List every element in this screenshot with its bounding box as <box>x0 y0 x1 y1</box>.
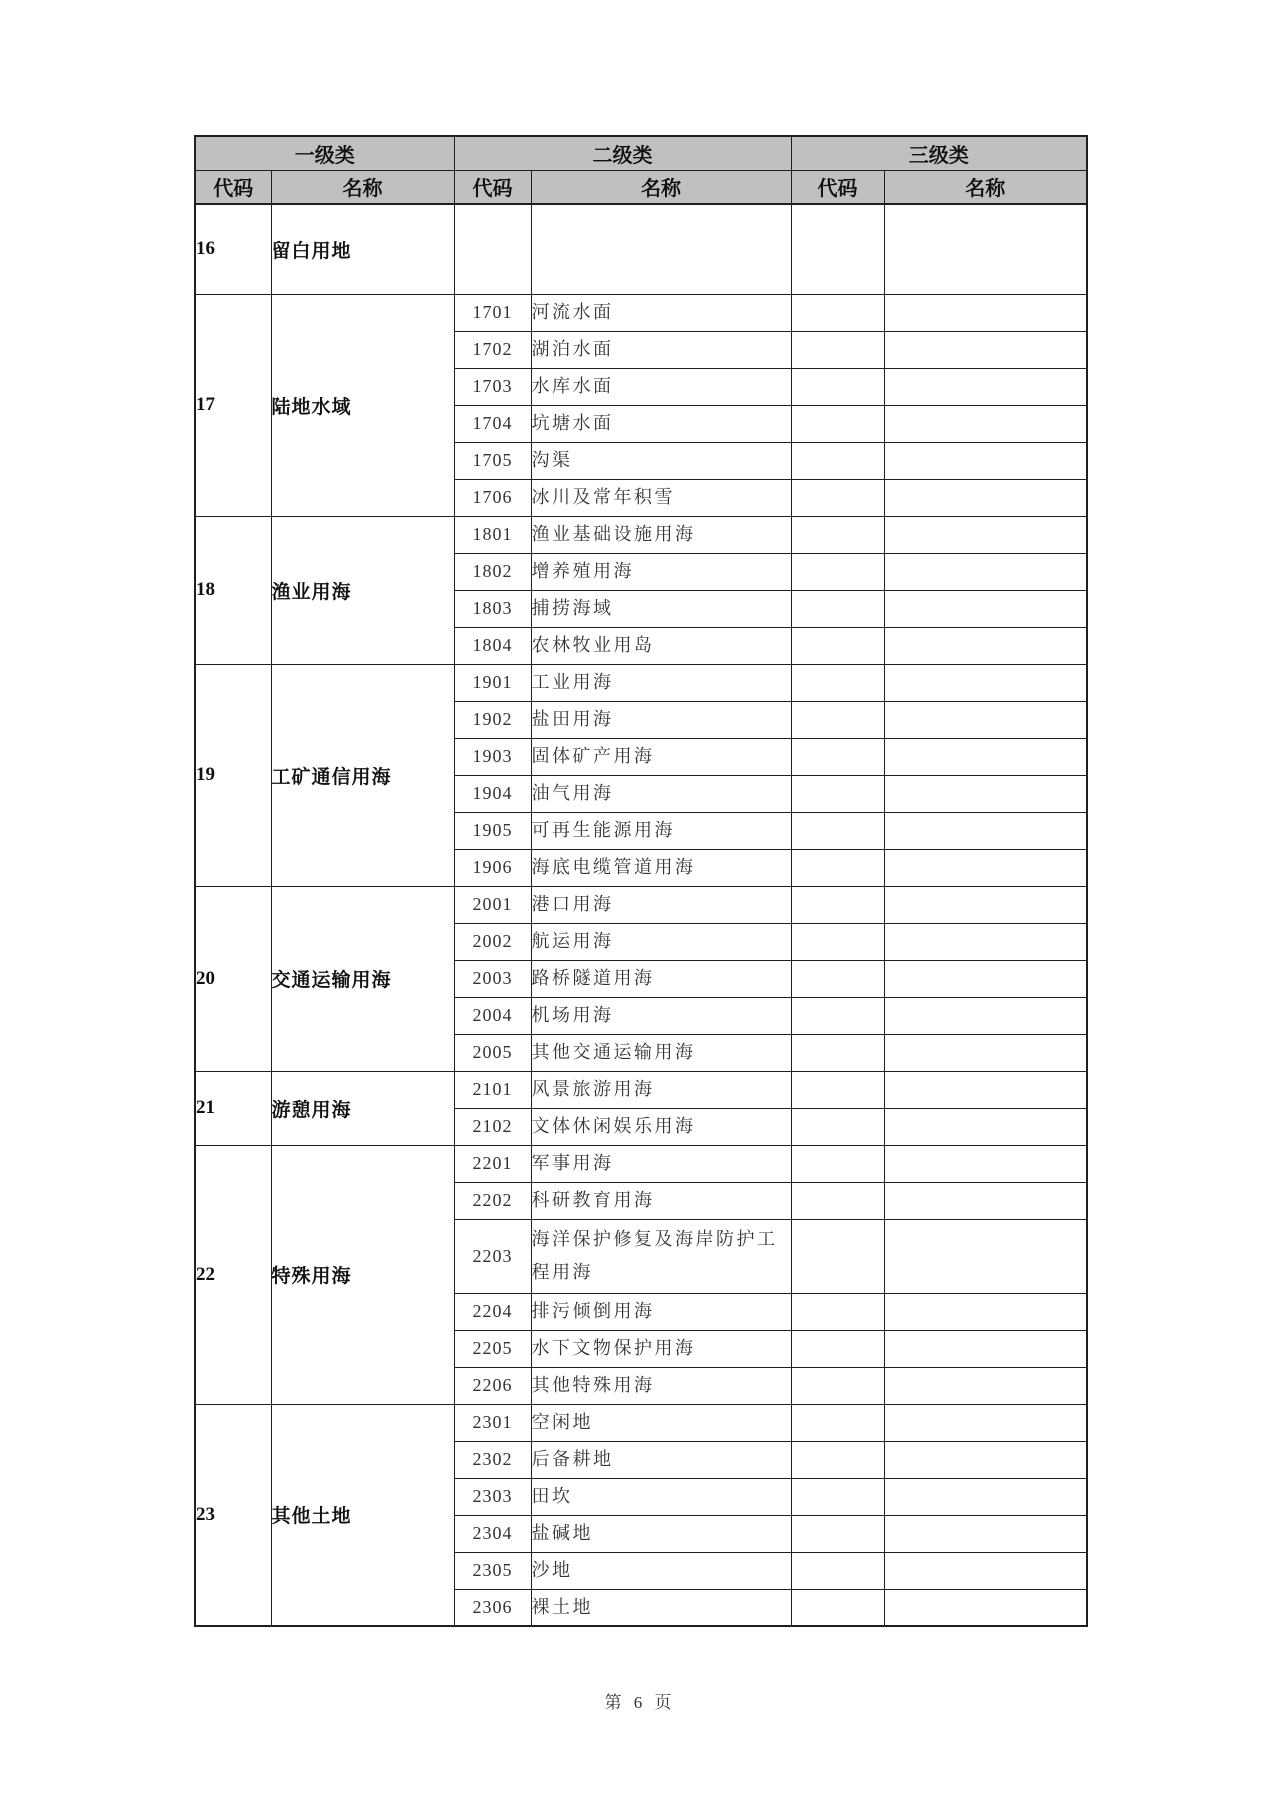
header-sub-row <box>195 170 1087 204</box>
l2-name-cell: 风景旅游用海 <box>531 1071 791 1108</box>
l3-name-cell <box>884 1182 1087 1219</box>
l2-code-cell: 1906 <box>454 849 531 886</box>
l2-name-cell: 军事用海 <box>531 1145 791 1182</box>
l1-name-cell: 特殊用海 <box>271 1145 454 1404</box>
l2-name-cell: 沙地 <box>531 1552 791 1589</box>
l3-code-cell <box>791 331 884 368</box>
table-row <box>195 1071 1087 1108</box>
header-l3-name: 名称 <box>884 170 1087 204</box>
l1-name-cell: 工矿通信用海 <box>271 664 454 886</box>
l3-code-cell <box>791 1367 884 1404</box>
l2-name-cell: 海底电缆管道用海 <box>531 849 791 886</box>
l3-code-cell <box>791 738 884 775</box>
l3-code-cell <box>791 405 884 442</box>
l3-name-cell <box>884 1441 1087 1478</box>
l3-code-cell <box>791 442 884 479</box>
l2-code-cell: 1802 <box>454 553 531 590</box>
header-band-row <box>195 136 1087 170</box>
l3-code-cell <box>791 960 884 997</box>
l2-name-cell: 增养殖用海 <box>531 553 791 590</box>
l2-code-cell: 2005 <box>454 1034 531 1071</box>
l3-name-cell <box>884 1404 1087 1441</box>
l2-name-cell: 裸土地 <box>531 1589 791 1626</box>
l2-code-cell: 2001 <box>454 886 531 923</box>
header-l1-name: 名称 <box>271 170 454 204</box>
l2-name-cell: 盐田用海 <box>531 701 791 738</box>
l3-name-cell <box>884 590 1087 627</box>
l3-code-cell <box>791 294 884 331</box>
l2-name-cell: 航运用海 <box>531 923 791 960</box>
l3-name-cell <box>884 997 1087 1034</box>
l2-code-cell: 1702 <box>454 331 531 368</box>
l3-code-cell <box>791 204 884 294</box>
l2-code-cell: 2203 <box>454 1219 531 1293</box>
l3-code-cell <box>791 1589 884 1626</box>
l1-code-cell: 17 <box>195 294 271 516</box>
header-level1: 一级类 <box>195 136 454 170</box>
table-row <box>195 1145 1087 1182</box>
table-row <box>195 204 1087 294</box>
l2-code-cell: 2102 <box>454 1108 531 1145</box>
l2-name-cell: 其他交通运输用海 <box>531 1034 791 1071</box>
l3-code-cell <box>791 775 884 812</box>
table-body <box>195 204 1087 1626</box>
l2-name-cell: 空闲地 <box>531 1404 791 1441</box>
l2-name-cell: 沟渠 <box>531 442 791 479</box>
l2-name-cell: 排污倾倒用海 <box>531 1293 791 1330</box>
l3-name-cell <box>884 886 1087 923</box>
l3-name-cell <box>884 1071 1087 1108</box>
l3-name-cell <box>884 1589 1087 1626</box>
l1-code-cell: 16 <box>195 204 271 294</box>
l2-name-cell: 可再生能源用海 <box>531 812 791 849</box>
l1-name-cell: 游憩用海 <box>271 1071 454 1145</box>
l3-code-cell <box>791 664 884 701</box>
l3-code-cell <box>791 516 884 553</box>
l2-name-cell: 海洋保护修复及海岸防护工程用海 <box>531 1219 791 1293</box>
l2-name-cell: 河流水面 <box>531 294 791 331</box>
l2-name-cell: 农林牧业用岛 <box>531 627 791 664</box>
l1-code-cell: 18 <box>195 516 271 664</box>
l2-code-cell: 1903 <box>454 738 531 775</box>
l2-code-cell: 2205 <box>454 1330 531 1367</box>
l3-code-cell <box>791 1219 884 1293</box>
l3-name-cell <box>884 368 1087 405</box>
l3-code-cell <box>791 1034 884 1071</box>
l2-name-cell: 工业用海 <box>531 664 791 701</box>
l3-code-cell <box>791 1108 884 1145</box>
l1-code-cell: 21 <box>195 1071 271 1145</box>
l2-name-cell: 路桥隧道用海 <box>531 960 791 997</box>
l2-name-cell: 水库水面 <box>531 368 791 405</box>
l2-name-cell: 固体矿产用海 <box>531 738 791 775</box>
header-l2-name: 名称 <box>531 170 791 204</box>
l3-name-cell <box>884 553 1087 590</box>
l2-name-cell: 油气用海 <box>531 775 791 812</box>
l3-name-cell <box>884 294 1087 331</box>
l2-code-cell: 1701 <box>454 294 531 331</box>
l2-name-cell: 冰川及常年积雪 <box>531 479 791 516</box>
l2-code-cell: 2305 <box>454 1552 531 1589</box>
l2-code-cell: 2204 <box>454 1293 531 1330</box>
l2-code-cell: 2306 <box>454 1589 531 1626</box>
l1-code-cell: 20 <box>195 886 271 1071</box>
l2-code-cell: 2004 <box>454 997 531 1034</box>
l2-name-cell: 水下文物保护用海 <box>531 1330 791 1367</box>
l2-name-cell: 其他特殊用海 <box>531 1367 791 1404</box>
table-row <box>195 886 1087 923</box>
header-l3-code: 代码 <box>791 170 884 204</box>
l2-name-cell: 科研教育用海 <box>531 1182 791 1219</box>
l2-name-cell: 捕捞海域 <box>531 590 791 627</box>
l2-code-cell: 1803 <box>454 590 531 627</box>
l3-name-cell <box>884 1552 1087 1589</box>
l2-code-cell: 2002 <box>454 923 531 960</box>
l1-code-cell: 22 <box>195 1145 271 1404</box>
l2-name-cell: 坑塘水面 <box>531 405 791 442</box>
header-level2: 二级类 <box>454 136 791 170</box>
l3-name-cell <box>884 1034 1087 1071</box>
l3-name-cell <box>884 1145 1087 1182</box>
l2-name-cell <box>531 204 791 294</box>
l3-code-cell <box>791 1145 884 1182</box>
l1-code-cell: 23 <box>195 1404 271 1626</box>
l3-code-cell <box>791 590 884 627</box>
l2-code-cell <box>454 204 531 294</box>
l3-name-cell <box>884 204 1087 294</box>
l3-name-cell <box>884 775 1087 812</box>
l3-name-cell <box>884 516 1087 553</box>
l3-name-cell <box>884 442 1087 479</box>
l3-name-cell <box>884 1219 1087 1293</box>
l3-code-cell <box>791 812 884 849</box>
l2-code-cell: 2101 <box>454 1071 531 1108</box>
l1-name-cell: 渔业用海 <box>271 516 454 664</box>
land-sea-classification-table <box>194 135 1088 1627</box>
l2-name-cell: 盐碱地 <box>531 1515 791 1552</box>
l3-code-cell <box>791 1330 884 1367</box>
l3-code-cell <box>791 1404 884 1441</box>
l2-name-cell: 机场用海 <box>531 997 791 1034</box>
l3-code-cell <box>791 1071 884 1108</box>
l2-name-cell: 港口用海 <box>531 886 791 923</box>
l1-name-cell: 陆地水域 <box>271 294 454 516</box>
page-number: 第 6 页 <box>604 1693 676 1712</box>
l2-name-cell: 后备耕地 <box>531 1441 791 1478</box>
l3-name-cell <box>884 812 1087 849</box>
l3-name-cell <box>884 1367 1087 1404</box>
l2-code-cell: 1706 <box>454 479 531 516</box>
l1-name-cell: 交通运输用海 <box>271 886 454 1071</box>
table-row <box>195 664 1087 701</box>
table-row <box>195 516 1087 553</box>
table-row <box>195 294 1087 331</box>
l2-name-cell: 田坎 <box>531 1478 791 1515</box>
l2-code-cell: 2302 <box>454 1441 531 1478</box>
l3-code-cell <box>791 923 884 960</box>
l3-code-cell <box>791 553 884 590</box>
table-row <box>195 1404 1087 1441</box>
l2-code-cell: 2202 <box>454 1182 531 1219</box>
l3-code-cell <box>791 1478 884 1515</box>
l1-name-cell: 留白用地 <box>271 204 454 294</box>
l2-code-cell: 2304 <box>454 1515 531 1552</box>
l3-name-cell <box>884 960 1087 997</box>
l3-name-cell <box>884 331 1087 368</box>
l3-code-cell <box>791 849 884 886</box>
l3-name-cell <box>884 1293 1087 1330</box>
l2-code-cell: 1703 <box>454 368 531 405</box>
header-l1-code: 代码 <box>195 170 271 204</box>
l2-code-cell: 1904 <box>454 775 531 812</box>
l1-name-cell: 其他土地 <box>271 1404 454 1626</box>
l1-code-cell: 19 <box>195 664 271 886</box>
l3-code-cell <box>791 479 884 516</box>
l3-code-cell <box>791 997 884 1034</box>
l3-name-cell <box>884 738 1087 775</box>
l3-code-cell <box>791 1552 884 1589</box>
l3-name-cell <box>884 1108 1087 1145</box>
l2-code-cell: 2003 <box>454 960 531 997</box>
l3-name-cell <box>884 849 1087 886</box>
l3-code-cell <box>791 368 884 405</box>
l2-code-cell: 1902 <box>454 701 531 738</box>
l2-code-cell: 1905 <box>454 812 531 849</box>
l2-code-cell: 2201 <box>454 1145 531 1182</box>
header-l2-code: 代码 <box>454 170 531 204</box>
table-header <box>195 136 1087 204</box>
l3-name-cell <box>884 923 1087 960</box>
l2-name-cell: 渔业基础设施用海 <box>531 516 791 553</box>
l3-code-cell <box>791 1441 884 1478</box>
l3-name-cell <box>884 664 1087 701</box>
l3-name-cell <box>884 1330 1087 1367</box>
l3-name-cell <box>884 405 1087 442</box>
l3-name-cell <box>884 627 1087 664</box>
l3-code-cell <box>791 701 884 738</box>
l2-code-cell: 1705 <box>454 442 531 479</box>
l3-code-cell <box>791 627 884 664</box>
l2-code-cell: 2303 <box>454 1478 531 1515</box>
l3-code-cell <box>791 1293 884 1330</box>
l2-code-cell: 1801 <box>454 516 531 553</box>
l3-code-cell <box>791 886 884 923</box>
l2-code-cell: 1804 <box>454 627 531 664</box>
l2-code-cell: 1901 <box>454 664 531 701</box>
l2-name-cell: 湖泊水面 <box>531 331 791 368</box>
l3-name-cell <box>884 1515 1087 1552</box>
l3-code-cell <box>791 1515 884 1552</box>
l2-code-cell: 2301 <box>454 1404 531 1441</box>
l2-name-cell: 文体休闲娱乐用海 <box>531 1108 791 1145</box>
header-level3: 三级类 <box>791 136 1087 170</box>
l3-name-cell <box>884 1478 1087 1515</box>
l3-name-cell <box>884 701 1087 738</box>
l3-name-cell <box>884 479 1087 516</box>
l3-code-cell <box>791 1182 884 1219</box>
l2-code-cell: 2206 <box>454 1367 531 1404</box>
l2-code-cell: 1704 <box>454 405 531 442</box>
